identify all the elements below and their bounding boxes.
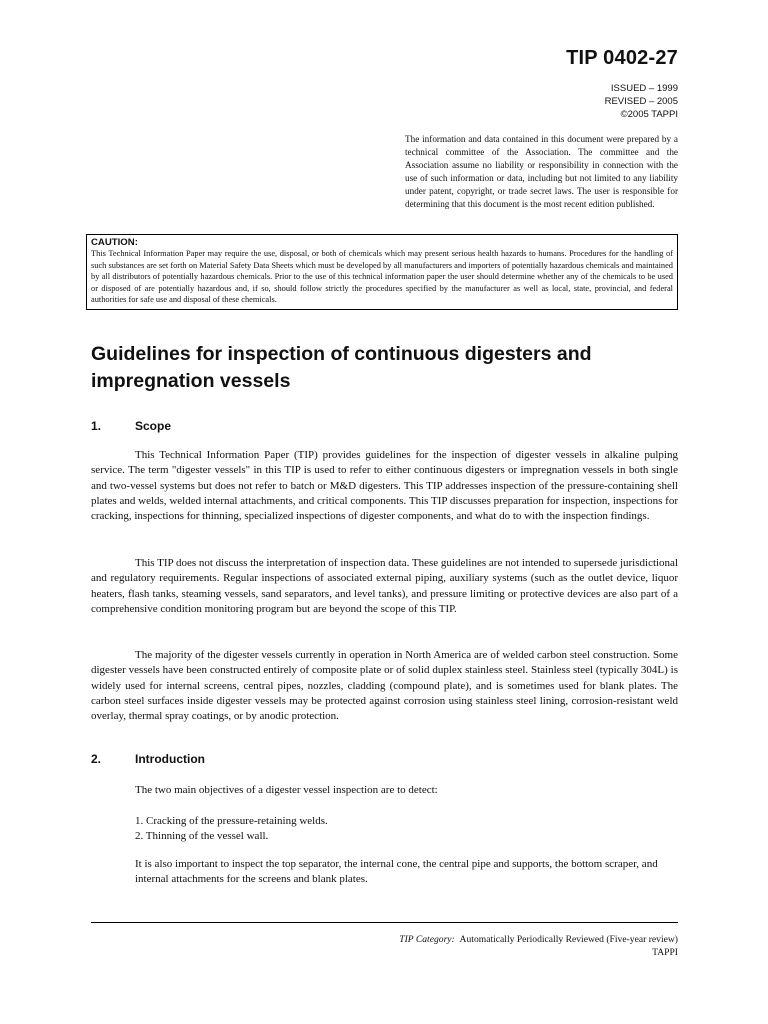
caution-box [86, 234, 678, 310]
copyright: ©2005 TAPPI [620, 109, 678, 120]
intro-paragraph-2: It is also important to inspect the top separator, the internal cone, the central pipe and supports, the bottom scraper, and internal attachments for the screens and blank plates. [135, 858, 658, 886]
footer [399, 933, 678, 959]
footer-divider [91, 922, 678, 923]
section-title: Scope [135, 419, 172, 433]
tip-number: TIP 0402-27 [566, 47, 678, 69]
disclaimer: The information and data contained in this document were prepared by a technical committee of the Association. The committee and the Association assume no liability or responsibility in connection with the use of such information or data, including but not limited to any liability under patent, copyright, or trade secret laws. The user is responsible for determining that this document is the most recent edition published. [405, 134, 678, 209]
list-item: 1. Cracking of the pressure-retaining welds. [135, 815, 328, 827]
section-title: Introduction [135, 752, 205, 766]
scope-paragraph-1: This Technical Information Paper (TIP) provides guidelines for the inspection of digester vessels in alkaline pulping service. The term "digester vessels" in this TIP is used to refer to either continuous digesters or impregnation vessels in both single and two-vessel systems but does not refer to batch or M&D digesters. This TIP addresses inspection of the pressure-containing shell plates and welds, welded internal attachments, and critical components. This TIP discusses preparation for inspection, inspections for cracking, inspections for thinning, specialized inspections of digester components, and what do to with the inspection findings. [91, 449, 678, 523]
list-item: 2. Thinning of the vessel wall. [135, 830, 269, 842]
footer-category [399, 933, 678, 946]
revised-date: REVISED – 2005 [604, 96, 678, 107]
document-title: Guidelines for inspection of continuous digesters and impregnation vessels [91, 343, 592, 392]
scope-paragraph-3: The majority of the digester vessels currently in operation in North America are of welded carbon steel construction. Some digester vessels have been constructed entirely of composite plate or of solid duplex stainless steel. Stainless steel (typically 304L) is widely used for internal screens, central pipes, nozzles, cladding (compound plate), and is sometimes used for blank plates. The carbon steel surfaces inside digester vessels may be protected against corrosion using stainless steel lining, corrosion-resistant weld overlay, thermal spray coatings, or by anodic protection. [91, 649, 678, 723]
category-label: TIP Category: [399, 934, 455, 945]
section-heading-introduction [91, 752, 205, 766]
caution-title: CAUTION: [91, 237, 138, 248]
section-number: 1. [91, 419, 102, 433]
issue-info [605, 82, 678, 121]
footer-org: TAPPI [652, 947, 678, 958]
section-heading-scope [91, 419, 171, 433]
category-value: Automatically Periodically Reviewed (Five-year review) [459, 934, 678, 945]
issued-date: ISSUED – 1999 [610, 83, 678, 94]
section-number: 2. [91, 752, 102, 766]
intro-paragraph-1: The two main objectives of a digester vessel inspection are to detect: [135, 784, 438, 796]
caution-text: This Technical Information Paper may require the use, disposal, or both of chemicals which may present serious health hazards to humans. Procedures for the handling of such substances are set forth on Material Safety Data Sheets which must be developed by all manufacturers and importers of potentially hazardous chemicals and maintained by all distributors of potentially hazardous chemicals. Prior to the use of this technical information paper the user should determine whether any of the chemicals to be used or disposed of are potentially hazardous and, if so, should follow strictly the procedures specified by the manufacturer as well as local, state, provincial, and federal authorities for safe use and disposal of these chemicals. [91, 249, 673, 305]
scope-paragraph-2: This TIP does not discuss the interpretation of inspection data. These guidelines are not intended to supersede jurisdictional and regulatory requirements. Regular inspections of associated external piping, auxiliary systems (such as the outlet device, liquor heaters, flash tanks, steaming vessels, sand separators, and level tanks), and pressure limiting or protective devices are also part of a comprehensive condition monitoring program but are beyond the scope of this TIP. [91, 557, 678, 615]
